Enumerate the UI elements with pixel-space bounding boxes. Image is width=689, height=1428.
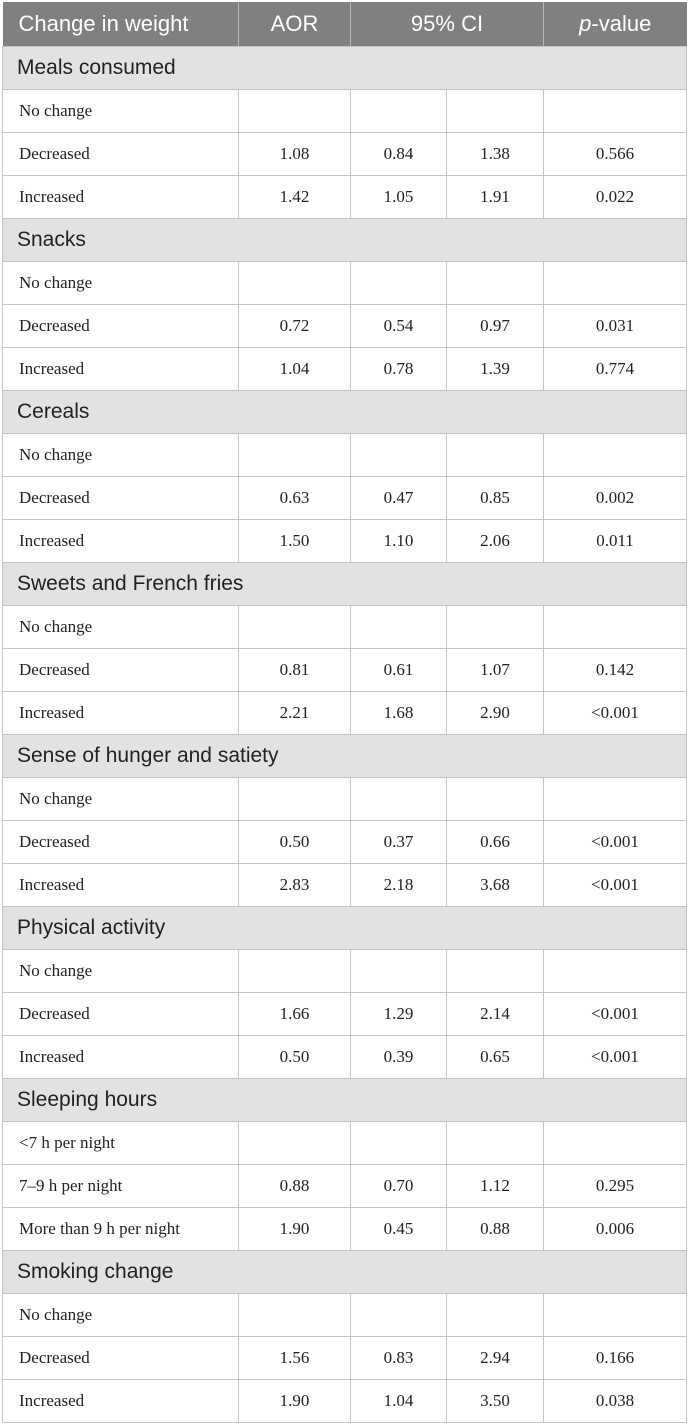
section-title: Sense of hunger and satiety: [3, 735, 687, 778]
aor-value: 0.72: [239, 305, 351, 348]
aor-value: [239, 434, 351, 477]
row-label: Decreased: [3, 477, 239, 520]
row-label: No change: [3, 950, 239, 993]
p-value: 0.566: [544, 133, 687, 176]
table-row: [3, 434, 687, 477]
table-row: [3, 1380, 687, 1423]
aor-value: 1.90: [239, 1380, 351, 1423]
ci-upper-value: 0.66: [447, 821, 544, 864]
ci-lower-value: [351, 778, 447, 821]
aor-value: 0.50: [239, 1036, 351, 1079]
ci-upper-value: [447, 1122, 544, 1165]
section-title: Physical activity: [3, 907, 687, 950]
section-header-row: [3, 1251, 687, 1294]
row-label: No change: [3, 90, 239, 133]
row-label: Increased: [3, 176, 239, 219]
ci-lower-value: 0.84: [351, 133, 447, 176]
row-label: Increased: [3, 1380, 239, 1423]
header-aor: AOR: [239, 2, 351, 47]
row-label: Decreased: [3, 821, 239, 864]
header-p-italic: p: [579, 11, 592, 36]
aor-value: 0.63: [239, 477, 351, 520]
p-value: <0.001: [544, 864, 687, 907]
section-header-row: [3, 391, 687, 434]
table-row: [3, 649, 687, 692]
ci-upper-value: [447, 434, 544, 477]
ci-upper-value: [447, 90, 544, 133]
aor-value: 1.56: [239, 1337, 351, 1380]
row-label: Increased: [3, 1036, 239, 1079]
ci-lower-value: [351, 434, 447, 477]
ci-lower-value: 1.68: [351, 692, 447, 735]
ci-upper-value: 1.07: [447, 649, 544, 692]
p-value: [544, 950, 687, 993]
section-header-row: [3, 735, 687, 778]
aor-value: 1.90: [239, 1208, 351, 1251]
p-value: [544, 90, 687, 133]
p-value: 0.038: [544, 1380, 687, 1423]
ci-upper-value: 1.91: [447, 176, 544, 219]
p-value: <0.001: [544, 1036, 687, 1079]
section-header-row: [3, 47, 687, 90]
table-row: [3, 1165, 687, 1208]
ci-upper-value: 3.50: [447, 1380, 544, 1423]
aor-value: 1.42: [239, 176, 351, 219]
aor-value: 0.88: [239, 1165, 351, 1208]
table-row: [3, 606, 687, 649]
row-label: Increased: [3, 692, 239, 735]
ci-upper-value: 2.94: [447, 1337, 544, 1380]
aor-value: 1.08: [239, 133, 351, 176]
table-row: [3, 477, 687, 520]
section-title: Sleeping hours: [3, 1079, 687, 1122]
p-value: 0.142: [544, 649, 687, 692]
table-row: [3, 778, 687, 821]
table-row: [3, 1294, 687, 1337]
ci-upper-value: 2.06: [447, 520, 544, 563]
header-change-in-weight: Change in weight: [3, 2, 239, 47]
ci-upper-value: 1.38: [447, 133, 544, 176]
ci-lower-value: 0.54: [351, 305, 447, 348]
ci-lower-value: 0.37: [351, 821, 447, 864]
row-label: Decreased: [3, 1337, 239, 1380]
odds-ratio-table: [2, 2, 687, 1423]
ci-upper-value: 0.85: [447, 477, 544, 520]
aor-value: 1.50: [239, 520, 351, 563]
table-row: [3, 348, 687, 391]
section-title: Sweets and French fries: [3, 563, 687, 606]
p-value: [544, 606, 687, 649]
ci-upper-value: [447, 262, 544, 305]
aor-value: [239, 950, 351, 993]
aor-value: [239, 90, 351, 133]
p-value: 0.006: [544, 1208, 687, 1251]
table-row: [3, 993, 687, 1036]
ci-upper-value: 0.97: [447, 305, 544, 348]
aor-value: [239, 778, 351, 821]
ci-lower-value: 1.29: [351, 993, 447, 1036]
p-value: 0.166: [544, 1337, 687, 1380]
p-value: 0.011: [544, 520, 687, 563]
ci-upper-value: 1.12: [447, 1165, 544, 1208]
ci-lower-value: 0.78: [351, 348, 447, 391]
table-row: [3, 133, 687, 176]
ci-lower-value: 1.10: [351, 520, 447, 563]
p-value: [544, 434, 687, 477]
row-label: No change: [3, 262, 239, 305]
p-value: 0.295: [544, 1165, 687, 1208]
aor-value: [239, 1122, 351, 1165]
section-header-row: [3, 1079, 687, 1122]
section-title: Meals consumed: [3, 47, 687, 90]
ci-lower-value: [351, 1294, 447, 1337]
header-p-value: [544, 2, 687, 47]
row-label: No change: [3, 606, 239, 649]
row-label: No change: [3, 434, 239, 477]
table-row: [3, 90, 687, 133]
ci-upper-value: 0.65: [447, 1036, 544, 1079]
row-label: Decreased: [3, 305, 239, 348]
aor-value: 2.83: [239, 864, 351, 907]
p-value: [544, 1122, 687, 1165]
table-row: [3, 950, 687, 993]
table-row: [3, 1337, 687, 1380]
row-label: More than 9 h per night: [3, 1208, 239, 1251]
ci-lower-value: 0.70: [351, 1165, 447, 1208]
row-label: Decreased: [3, 133, 239, 176]
table-row: [3, 305, 687, 348]
table-row: [3, 821, 687, 864]
ci-upper-value: 2.90: [447, 692, 544, 735]
section-title: Smoking change: [3, 1251, 687, 1294]
p-value: 0.002: [544, 477, 687, 520]
table-row: [3, 1122, 687, 1165]
table-row: [3, 864, 687, 907]
table-header-row: [3, 2, 687, 47]
p-value: 0.022: [544, 176, 687, 219]
row-label: No change: [3, 1294, 239, 1337]
table-row: [3, 692, 687, 735]
table-row: [3, 520, 687, 563]
aor-value: [239, 262, 351, 305]
ci-lower-value: 0.39: [351, 1036, 447, 1079]
header-95-ci: 95% CI: [351, 2, 544, 47]
ci-lower-value: [351, 606, 447, 649]
ci-lower-value: 1.05: [351, 176, 447, 219]
ci-lower-value: 0.47: [351, 477, 447, 520]
table-body: [3, 47, 687, 1423]
p-value: <0.001: [544, 821, 687, 864]
ci-lower-value: 1.04: [351, 1380, 447, 1423]
ci-lower-value: [351, 950, 447, 993]
row-label: <7 h per night: [3, 1122, 239, 1165]
ci-lower-value: 0.61: [351, 649, 447, 692]
aor-value: 1.04: [239, 348, 351, 391]
row-label: 7–9 h per night: [3, 1165, 239, 1208]
ci-lower-value: [351, 90, 447, 133]
header-p-suffix: -value: [591, 11, 652, 36]
table-row: [3, 176, 687, 219]
section-header-row: [3, 563, 687, 606]
section-title: Snacks: [3, 219, 687, 262]
ci-upper-value: [447, 606, 544, 649]
section-title: Cereals: [3, 391, 687, 434]
table-row: [3, 1036, 687, 1079]
aor-value: [239, 606, 351, 649]
p-value: <0.001: [544, 692, 687, 735]
ci-upper-value: [447, 778, 544, 821]
row-label: Increased: [3, 520, 239, 563]
p-value: [544, 778, 687, 821]
aor-value: 1.66: [239, 993, 351, 1036]
p-value: [544, 1294, 687, 1337]
ci-upper-value: 1.39: [447, 348, 544, 391]
ci-upper-value: 3.68: [447, 864, 544, 907]
ci-upper-value: [447, 950, 544, 993]
row-label: Increased: [3, 348, 239, 391]
row-label: Decreased: [3, 993, 239, 1036]
aor-value: 2.21: [239, 692, 351, 735]
table-row: [3, 262, 687, 305]
ci-lower-value: 0.45: [351, 1208, 447, 1251]
table-row: [3, 1208, 687, 1251]
p-value: 0.774: [544, 348, 687, 391]
p-value: [544, 262, 687, 305]
row-label: Increased: [3, 864, 239, 907]
section-header-row: [3, 907, 687, 950]
p-value: 0.031: [544, 305, 687, 348]
aor-value: 0.81: [239, 649, 351, 692]
row-label: No change: [3, 778, 239, 821]
ci-upper-value: 2.14: [447, 993, 544, 1036]
ci-upper-value: 0.88: [447, 1208, 544, 1251]
ci-upper-value: [447, 1294, 544, 1337]
ci-lower-value: 0.83: [351, 1337, 447, 1380]
ci-lower-value: 2.18: [351, 864, 447, 907]
aor-value: 0.50: [239, 821, 351, 864]
row-label: Decreased: [3, 649, 239, 692]
section-header-row: [3, 219, 687, 262]
p-value: <0.001: [544, 993, 687, 1036]
ci-lower-value: [351, 1122, 447, 1165]
aor-value: [239, 1294, 351, 1337]
ci-lower-value: [351, 262, 447, 305]
